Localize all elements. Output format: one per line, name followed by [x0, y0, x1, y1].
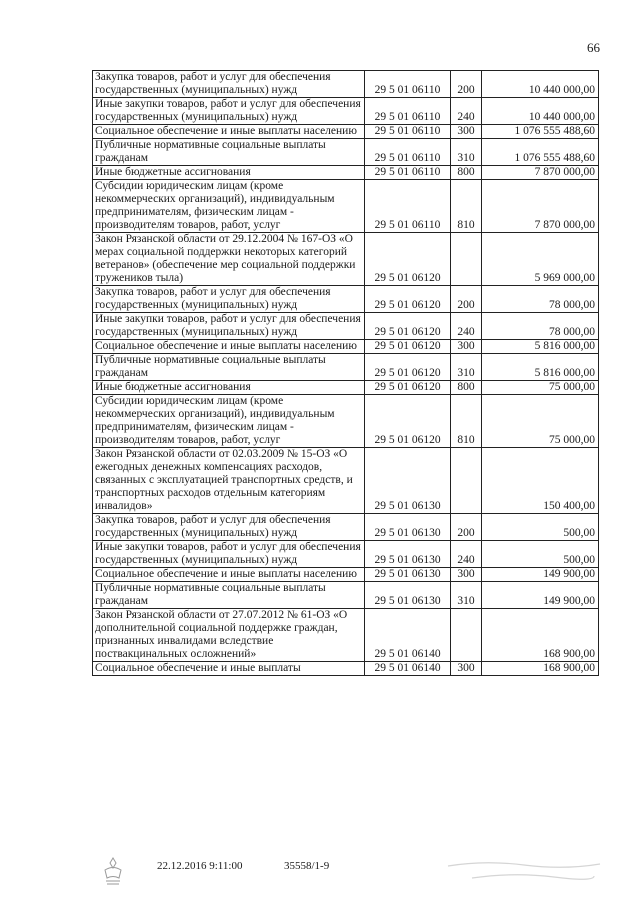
registry-watermark-icon: [444, 858, 604, 886]
row-amount: 150 400,00: [482, 448, 599, 514]
row-name: Субсидии юридическим лицам (кроме некоммерческих организаций), индивидуальным предпринимателям, физическим лицам - производителям товаров, работ, услуг: [93, 180, 365, 233]
row-code: 29 5 01 06110: [365, 139, 451, 166]
row-kind: 310: [451, 139, 482, 166]
row-amount: 78 000,00: [482, 286, 599, 313]
row-name: Иные закупки товаров, работ и услуг для обеспечения государственных (муниципальных) нужд: [93, 98, 365, 125]
row-code: 29 5 01 06130: [365, 582, 451, 609]
table-row: [93, 448, 599, 514]
row-name: Иные закупки товаров, работ и услуг для обеспечения государственных (муниципальных) нужд: [93, 541, 365, 568]
row-kind: 810: [451, 395, 482, 448]
table-row: [93, 139, 599, 166]
row-amount: 7 870 000,00: [482, 166, 599, 180]
row-code: 29 5 01 06130: [365, 448, 451, 514]
row-code: 29 5 01 06110: [365, 125, 451, 139]
row-amount: 5 816 000,00: [482, 354, 599, 381]
budget-table: [92, 70, 599, 676]
row-kind: 200: [451, 71, 482, 98]
row-kind: 240: [451, 98, 482, 125]
row-name: Социальное обеспечение и иные выплаты: [93, 662, 365, 676]
row-amount: 500,00: [482, 514, 599, 541]
table-row: [93, 233, 599, 286]
table-row: [93, 662, 599, 676]
row-kind: 810: [451, 180, 482, 233]
row-code: 29 5 01 06110: [365, 166, 451, 180]
table-row: [93, 340, 599, 354]
row-code: 29 5 01 06130: [365, 568, 451, 582]
row-amount: 500,00: [482, 541, 599, 568]
row-code: 29 5 01 06110: [365, 180, 451, 233]
page-number: 66: [587, 40, 600, 55]
row-amount: 78 000,00: [482, 313, 599, 340]
row-amount: 10 440 000,00: [482, 71, 599, 98]
row-code: 29 5 01 06120: [365, 313, 451, 340]
footer-doc-id: 35558/1-9: [284, 860, 330, 872]
row-kind: 300: [451, 125, 482, 139]
row-kind: 300: [451, 662, 482, 676]
row-kind: 300: [451, 340, 482, 354]
row-amount: 75 000,00: [482, 395, 599, 448]
row-kind: 310: [451, 354, 482, 381]
row-code: 29 5 01 06140: [365, 662, 451, 676]
table-body: [93, 71, 599, 676]
row-code: 29 5 01 06130: [365, 514, 451, 541]
row-kind: 310: [451, 582, 482, 609]
row-amount: 10 440 000,00: [482, 98, 599, 125]
row-name: Иные бюджетные ассигнования: [93, 381, 365, 395]
row-code: 29 5 01 06110: [365, 71, 451, 98]
footer-date: 22.12.2016 9:11:00: [157, 860, 243, 872]
table-row: [93, 395, 599, 448]
row-name: Закупка товаров, работ и услуг для обеспечения государственных (муниципальных) нужд: [93, 286, 365, 313]
row-kind: [451, 233, 482, 286]
document-stamp-icon: [100, 856, 126, 888]
table-row: [93, 180, 599, 233]
row-kind: 200: [451, 286, 482, 313]
row-code: 29 5 01 06130: [365, 541, 451, 568]
row-code: 29 5 01 06120: [365, 354, 451, 381]
table-row: [93, 541, 599, 568]
row-kind: 800: [451, 381, 482, 395]
row-amount: 149 900,00: [482, 568, 599, 582]
row-code: 29 5 01 06110: [365, 98, 451, 125]
table-row: [93, 286, 599, 313]
row-name: Социальное обеспечение и иные выплаты населению: [93, 125, 365, 139]
row-amount: 75 000,00: [482, 381, 599, 395]
row-amount: 168 900,00: [482, 662, 599, 676]
row-name: Иные закупки товаров, работ и услуг для обеспечения государственных (муниципальных) нужд: [93, 313, 365, 340]
table-row: [93, 381, 599, 395]
row-amount: 168 900,00: [482, 609, 599, 662]
table-row: [93, 71, 599, 98]
table-row: [93, 125, 599, 139]
footer: [0, 856, 640, 896]
row-amount: 149 900,00: [482, 582, 599, 609]
row-kind: 200: [451, 514, 482, 541]
row-name: Закон Рязанской области от 27.07.2012 № 61-ОЗ «О дополнительной социальной поддержке граждан, признанных инвалидами вследствие поствакцинальных осложнений»: [93, 609, 365, 662]
row-amount: 7 870 000,00: [482, 180, 599, 233]
row-name: Закон Рязанской области от 02.03.2009 № 15-ОЗ «О ежегодных денежных компенсациях расходов, связанных с эксплуатацией транспортных средств, и транспортных расходов отдельным категориям инвалидов»: [93, 448, 365, 514]
table-row: [93, 514, 599, 541]
table-row: [93, 354, 599, 381]
row-kind: [451, 448, 482, 514]
row-kind: 240: [451, 541, 482, 568]
row-amount: 1 076 555 488,60: [482, 125, 599, 139]
row-name: Закупка товаров, работ и услуг для обеспечения государственных (муниципальных) нужд: [93, 514, 365, 541]
row-kind: 800: [451, 166, 482, 180]
row-amount: 5 969 000,00: [482, 233, 599, 286]
table-row: [93, 568, 599, 582]
row-name: Закон Рязанской области от 29.12.2004 № 167-ОЗ «О мерах социальной поддержки некоторых категорий ветеранов» (обеспечение мер социальной поддержки тружеников тыла): [93, 233, 365, 286]
table-row: [93, 98, 599, 125]
row-code: 29 5 01 06120: [365, 381, 451, 395]
row-name: Публичные нормативные социальные выплаты гражданам: [93, 139, 365, 166]
table-row: [93, 313, 599, 340]
row-code: 29 5 01 06120: [365, 286, 451, 313]
row-code: 29 5 01 06120: [365, 233, 451, 286]
row-code: 29 5 01 06140: [365, 609, 451, 662]
row-name: Социальное обеспечение и иные выплаты населению: [93, 340, 365, 354]
row-code: 29 5 01 06120: [365, 395, 451, 448]
table-row: [93, 609, 599, 662]
table-row: [93, 582, 599, 609]
row-kind: 240: [451, 313, 482, 340]
table-row: [93, 166, 599, 180]
row-name: Закупка товаров, работ и услуг для обеспечения государственных (муниципальных) нужд: [93, 71, 365, 98]
row-amount: 1 076 555 488,60: [482, 139, 599, 166]
row-code: 29 5 01 06120: [365, 340, 451, 354]
row-amount: 5 816 000,00: [482, 340, 599, 354]
row-kind: 300: [451, 568, 482, 582]
row-name: Иные бюджетные ассигнования: [93, 166, 365, 180]
row-name: Публичные нормативные социальные выплаты гражданам: [93, 354, 365, 381]
row-kind: [451, 609, 482, 662]
row-name: Субсидии юридическим лицам (кроме некоммерческих организаций), индивидуальным предпринимателям, физическим лицам - производителям товаров, работ, услуг: [93, 395, 365, 448]
row-name: Социальное обеспечение и иные выплаты населению: [93, 568, 365, 582]
row-name: Публичные нормативные социальные выплаты гражданам: [93, 582, 365, 609]
